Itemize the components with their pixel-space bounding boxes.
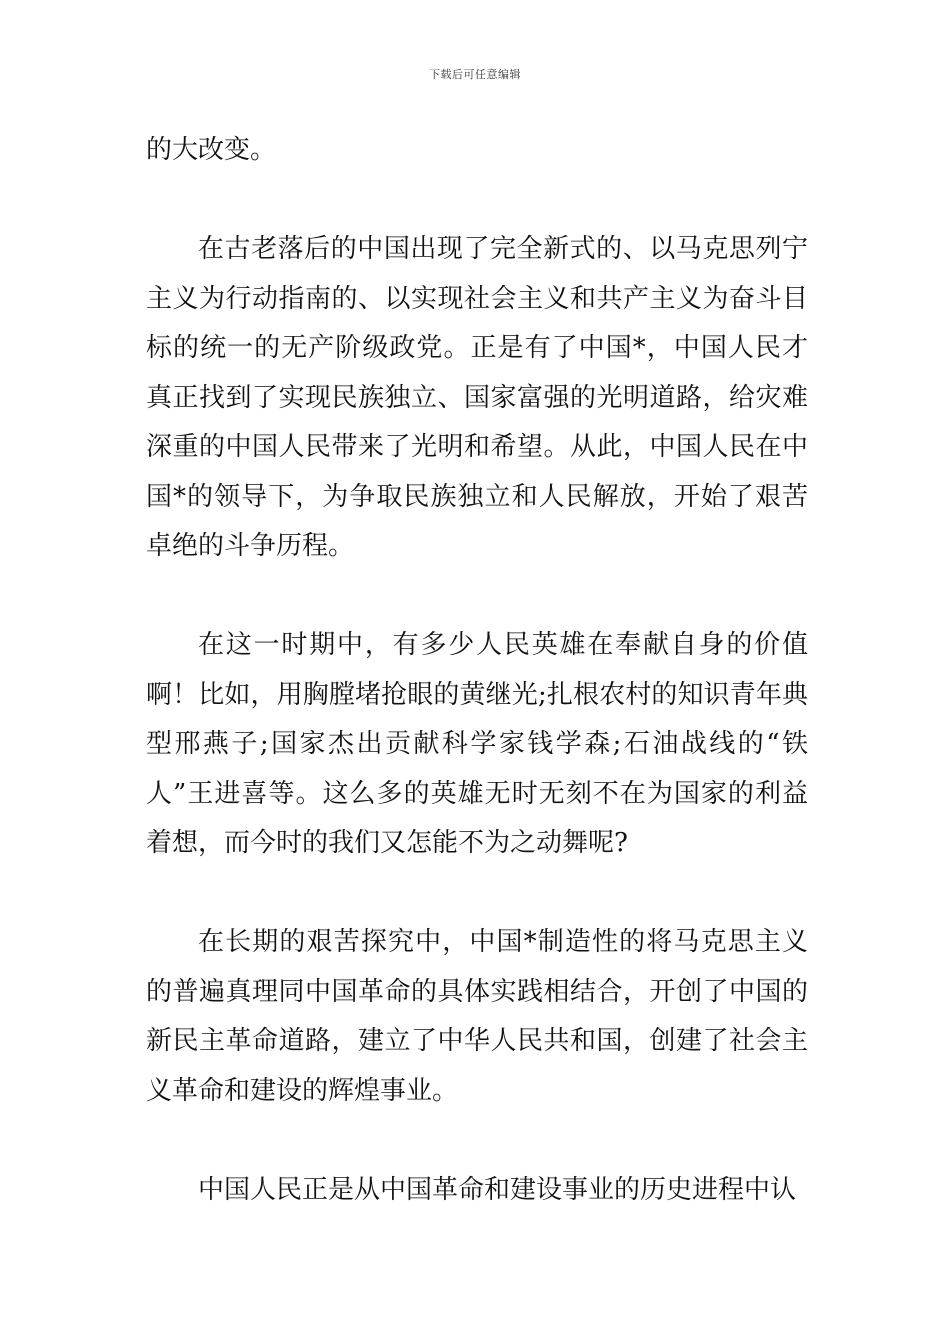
paragraph-gap <box>146 572 808 622</box>
header-note: 下载后可任意编辑 <box>429 68 521 81</box>
paragraph-party-founding: 在古老落后的中国出现了完全新式的、以马克思列宁主义为行动指南的、以实现社会主义和共产主义为奋斗目标的统一的无产阶级政党。正是有了中国*，中国人民才真正找到了实现民族独立、国家富强的光明道路，给灾难深重的中国人民带来了光明和希望。从此，中国人民在中国*的领导下，为争取民族独立和人民解放，开始了艰苦卓绝的斗争历程。 <box>146 234 808 561</box>
paragraph-conclusion: 中国人民正是从中国革命和建设事业的历史进程中认 <box>198 1174 797 1205</box>
paragraph-gap <box>146 1116 808 1166</box>
paragraph-gap <box>146 176 808 226</box>
paragraph-exploration: 在长期的艰苦探究中，中国*制造性的将马克思主义的普遍真理同中国革命的具体实践相结合，开创了中国的新民主革命道路，建立了中华人民共和国，创建了社会主义革命和建设的辉煌事业。 <box>146 927 808 1106</box>
paragraph-continuation: 的大改变。 <box>146 135 277 165</box>
paragraph-heroes: 在这一时期中，有多少人民英雄在奉献自身的价值啊！比如，用胸膛堵抢眼的黄继光;扎根农村的知识青年典型邢燕子;国家杰出贡献科学家钱学森;石油战线的“铁人”王进喜等。这么多的英雄无时无刻不在为国家的利益着想，而今时的我们又怎能不为之动舞呢? <box>146 630 808 858</box>
paragraph-gap <box>146 869 808 919</box>
document-body <box>146 126 808 1215</box>
